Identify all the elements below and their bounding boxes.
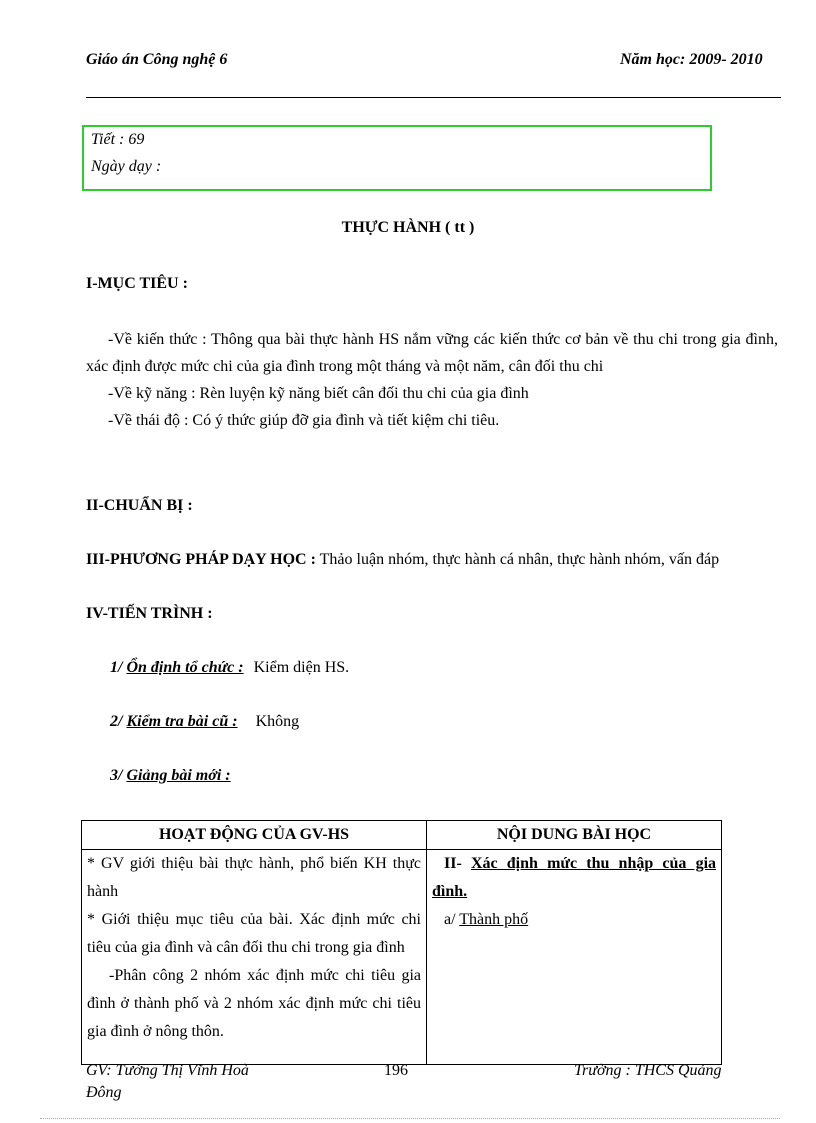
section-methods (86, 546, 778, 573)
page-title: THỰC HÀNH ( tt ) (341, 219, 475, 236)
section-preparation-heading: II-CHUẨN BỊ : (86, 497, 193, 514)
footer-school-continued: Đông (86, 1084, 122, 1101)
objective-attitude: -Về thái độ : Có ý thức giúp đỡ gia đình và tiết kiệm chi tiêu. (108, 412, 500, 429)
content-subheading-prefix: a/ (444, 911, 456, 928)
lesson-info-box (82, 125, 712, 191)
lesson-number: Tiết : 69 (91, 131, 145, 148)
section-process-heading: IV-TIẾN TRÌNH : (86, 605, 213, 622)
step-1-text: Kiểm diện HS. (253, 659, 350, 676)
section-objectives-heading: I-MỤC TIÊU : (86, 275, 188, 292)
content-subheading (432, 906, 716, 934)
activities-cell (82, 850, 427, 1065)
step-3 (110, 767, 231, 785)
table-header-content: NỘI DUNG BÀI HỌC (427, 821, 722, 850)
step-2-number: 2/ (110, 713, 123, 730)
teaching-date: Ngày dạy : (91, 158, 162, 175)
content-heading (432, 850, 716, 906)
section-methods-heading: III-PHƯƠNG PHÁP DẠY HỌC : (86, 551, 316, 568)
step-1-number: 1/ (110, 659, 123, 676)
step-2-text: Không (255, 713, 300, 730)
step-2 (110, 713, 299, 731)
step-1-label: Ổn định tổ chức : (126, 659, 244, 676)
step-1 (110, 659, 349, 677)
content-heading-number: II- (444, 855, 462, 872)
objectives-block (86, 326, 778, 434)
footer-school: Trường : THCS Quảng (574, 1062, 722, 1079)
step-2-label: Kiểm tra bài cũ : (126, 713, 238, 730)
lesson-table (81, 820, 722, 1065)
content-heading-text: Xác định mức thu nhập của gia đình. (432, 855, 717, 900)
objective-knowledge: -Về kiến thức : Thông qua bài thực hành HS nắm vững các kiến thức cơ bản về thu chi trong gia đình, xác định được mức chi của gia đình trong một tháng và một năm, cân đối thu chi (86, 331, 778, 375)
activity-intro: * GV giới thiệu bài thực hành, phổ biến KH thực hành (87, 855, 421, 900)
table-row (82, 850, 722, 1065)
footer-teacher: GV: Tưởng Thị Vĩnh Hoà (86, 1062, 249, 1079)
header-subject: Giáo án Công nghệ 6 (86, 51, 228, 68)
table-header-row (82, 821, 722, 850)
step-3-label: Giảng bài mới : (126, 767, 231, 784)
section-methods-text: Thảo luận nhóm, thực hành cá nhân, thực hành nhóm, vấn đáp (319, 551, 720, 568)
activity-groups: -Phân công 2 nhóm xác định mức chi tiêu gia đình ở thành phố và 2 nhóm xác định mức chi tiêu gia đình ở nông thôn. (87, 967, 421, 1040)
header-divider (86, 97, 781, 98)
table-header-activities: HOẠT ĐỘNG CỦA GV-HS (82, 821, 427, 850)
step-3-number: 3/ (110, 767, 123, 784)
footer-page-number: 196 (384, 1062, 408, 1079)
activity-objectives: * Giới thiệu mục tiêu của bài. Xác định mức chi tiêu của gia đình và cân đối thu chi trong gia đình (87, 911, 421, 956)
objective-skills: -Về kỹ năng : Rèn luyện kỹ năng biết cân đối thu chi của gia đình (108, 385, 529, 402)
header-school-year: Năm học: 2009- 2010 (620, 51, 763, 68)
page-bottom-border (40, 1118, 780, 1119)
content-cell (427, 850, 722, 1065)
content-subheading-text: Thành phố (459, 911, 529, 928)
